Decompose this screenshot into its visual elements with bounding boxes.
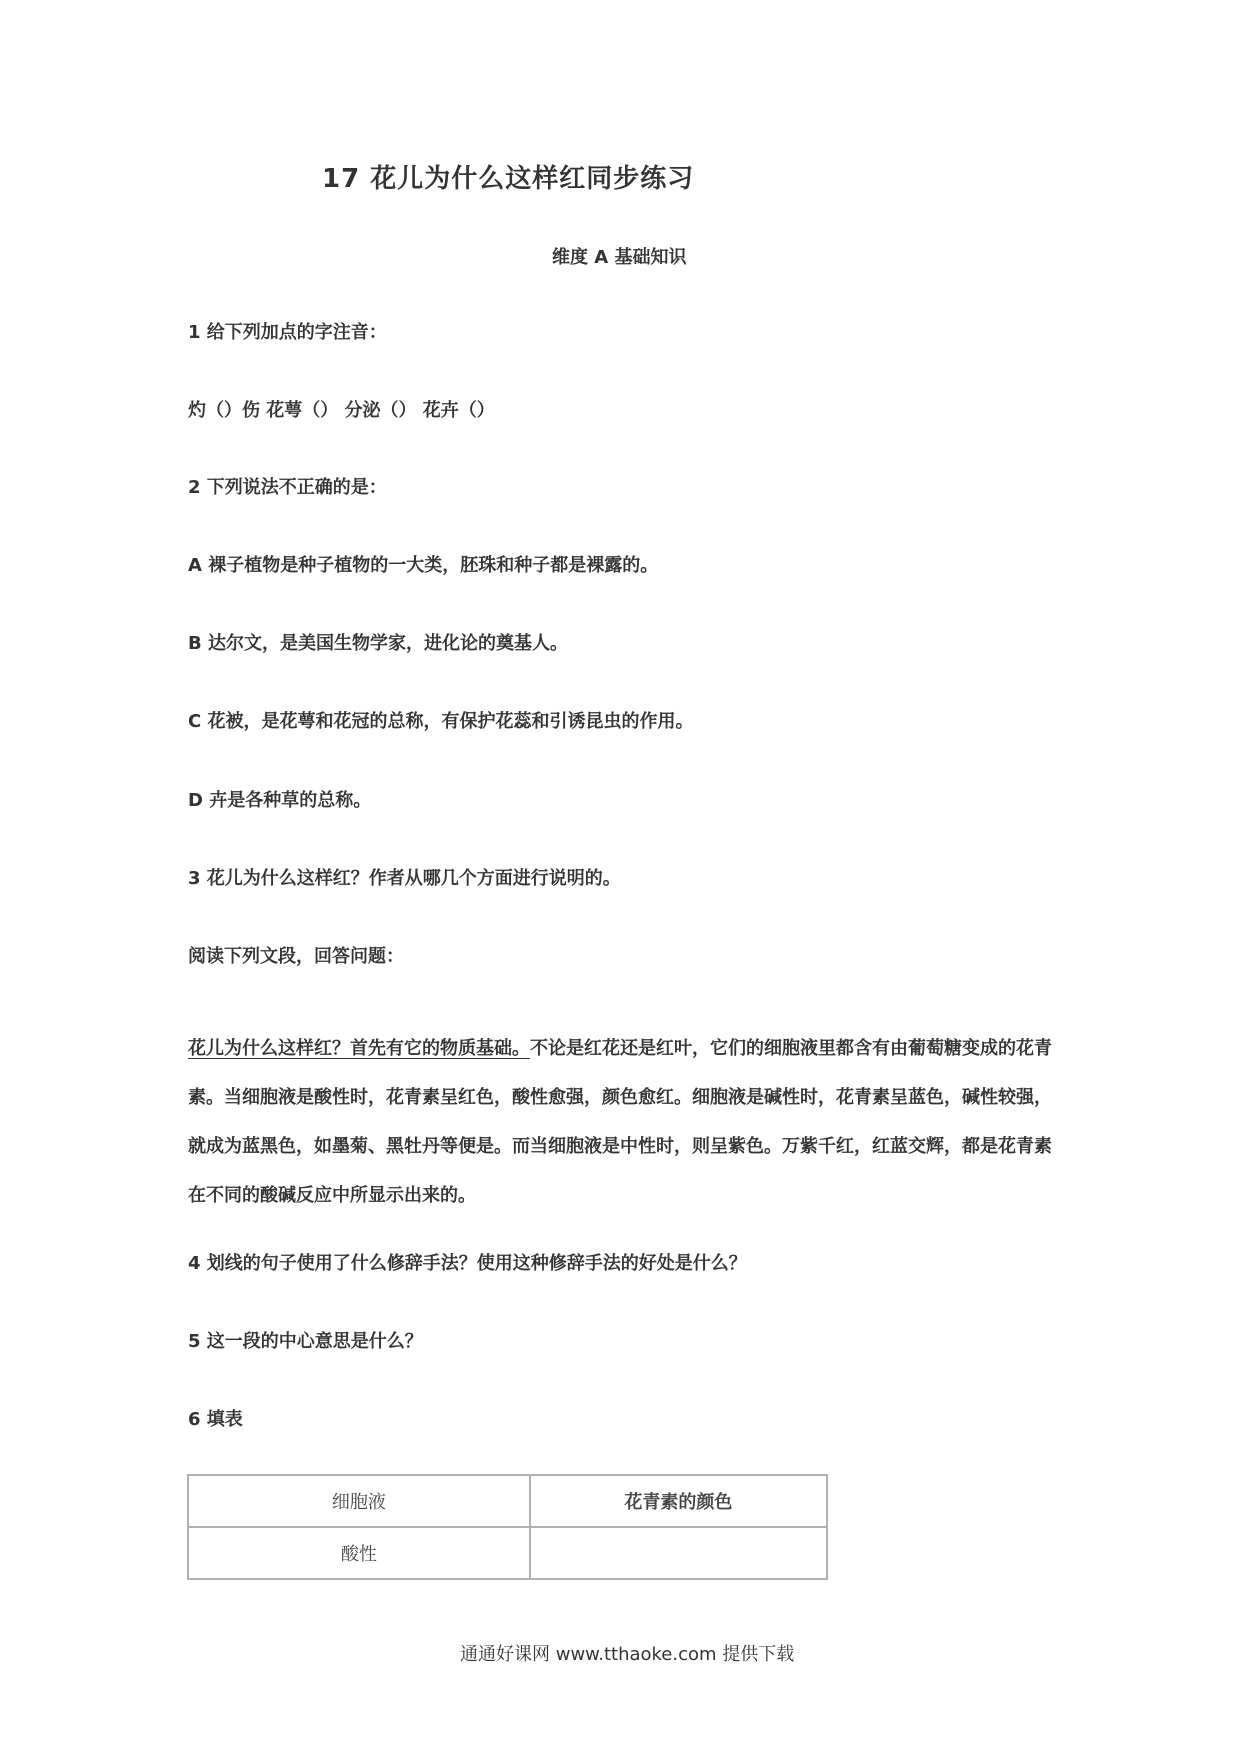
question-2-option-d: D 卉是各种草的总称。 xyxy=(188,790,372,811)
question-1-items: 灼（）伤 花萼（） 分泌（） 花卉（） xyxy=(188,400,495,421)
question-6: 6 填表 xyxy=(188,1409,243,1430)
reading-prompt: 阅读下列文段，回答问题： xyxy=(188,946,404,967)
page-title: 17 花儿为什么这样红同步练习 xyxy=(322,164,695,194)
question-2-option-c: C 花被，是花萼和花冠的总称，有保护花蕊和引诱昆虫的作用。 xyxy=(188,711,694,732)
passage-text: 不论是红花还是红叶，它们的细胞液里都含有由葡萄糖变成的花青素。当细胞液是酸性时，花青素呈红色，酸性愈强，颜色愈红。细胞液是碱性时，花青素呈蓝色，碱性较强，就成为蓝黑色，如墨菊、黑牡丹等便是。而当细胞液是中性时，则呈紫色。万紫千红，红蓝交辉，都是花青素在不同的酸碱反应中所显示出来的。 xyxy=(188,1038,1052,1206)
table-header-cell: 细胞液 xyxy=(188,1475,530,1527)
question-5: 5 这一段的中心意思是什么？ xyxy=(188,1331,423,1352)
question-4: 4 划线的句子使用了什么修辞手法？使用这种修辞手法的好处是什么？ xyxy=(188,1253,747,1274)
question-2-option-a: A 裸子植物是种子植物的一大类，胚珠和种子都是裸露的。 xyxy=(188,555,659,576)
table-header-cell: 花青素的颜色 xyxy=(530,1475,827,1527)
table-row xyxy=(188,1527,827,1579)
question-2-option-b: B 达尔文，是美国生物学家，进化论的奠基人。 xyxy=(188,633,568,654)
page-footer: 通通好课网 www.tthaoke.com 提供下载 xyxy=(460,1644,795,1665)
question-2: 2 下列说法不正确的是： xyxy=(188,477,387,498)
question-3: 3 花儿为什么这样红？作者从哪几个方面进行说明的。 xyxy=(188,868,621,889)
question-1: 1 给下列加点的字注音： xyxy=(188,322,387,343)
table-header-row xyxy=(188,1475,827,1527)
reading-passage xyxy=(188,1024,1058,1220)
table-answer-cell xyxy=(530,1527,827,1579)
section-heading: 维度 A 基础知识 xyxy=(552,247,687,268)
underlined-sentence: 花儿为什么这样红？首先有它的物质基础。 xyxy=(188,1038,530,1059)
table-cell: 酸性 xyxy=(188,1527,530,1579)
fill-in-table xyxy=(187,1474,828,1580)
